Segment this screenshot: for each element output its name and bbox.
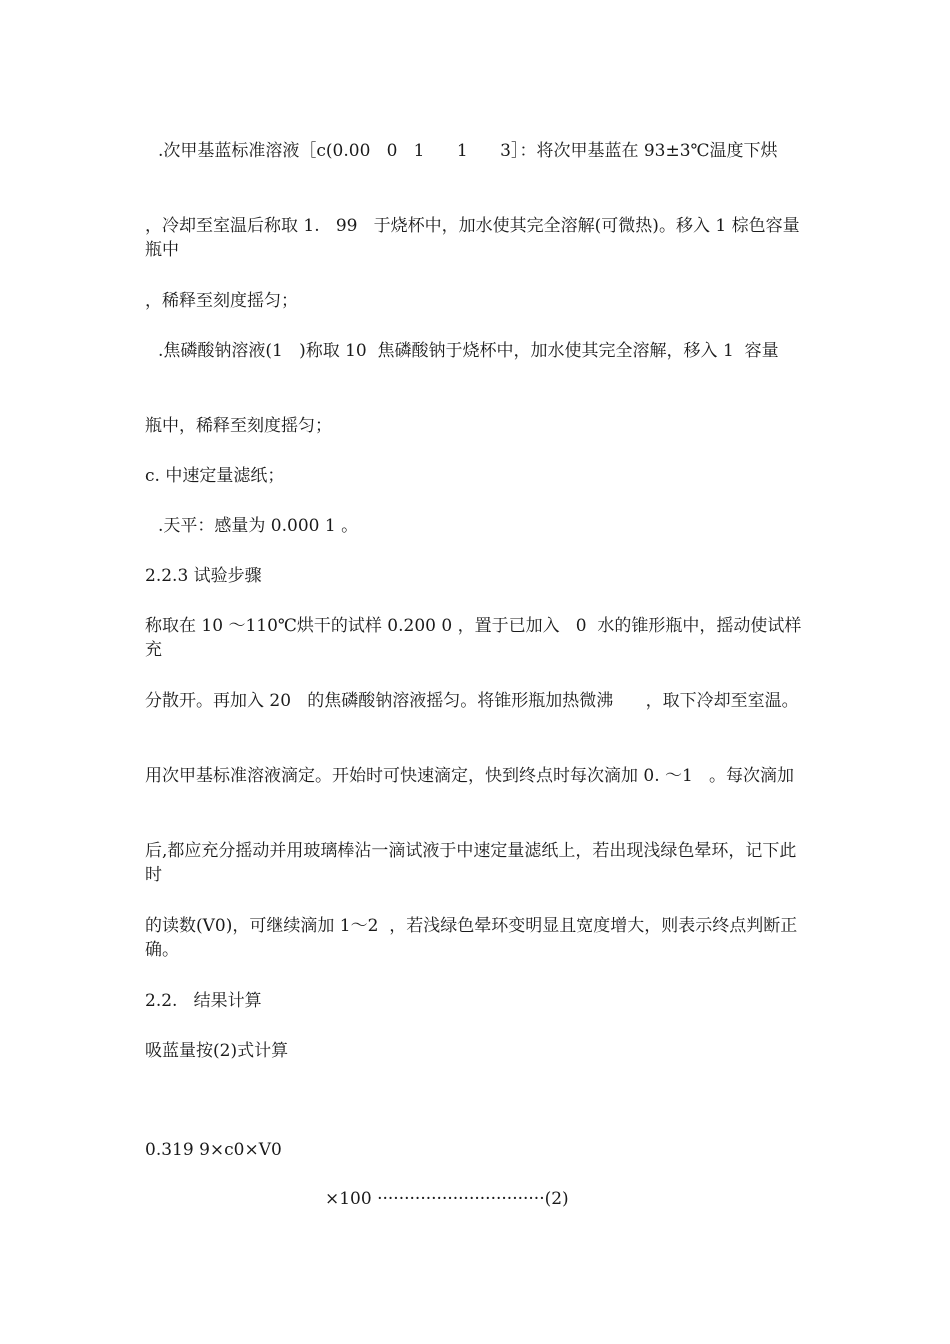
paragraph-filter-paper: c. 中速定量滤纸； bbox=[145, 466, 285, 486]
formula-multiplier-equation-number: ×100 ·······························(2) bbox=[325, 1189, 569, 1209]
paragraph-shake-check: 后,都应充分摇动并用玻璃棒沾一滴试液于中速定量滤纸上，若出现浅绿色晕环，记下此时 bbox=[145, 841, 797, 885]
paragraph-methylene-blue-standard: .次甲基蓝标准溶液［c(0.00 0 1 1 3］：将次甲基蓝在 93±3℃温度下烘 bbox=[158, 141, 778, 161]
paragraph-reading-v0: 的读数(V0)，可继续滴加 1～2 ，若浅绿色晕环变明显且宽度增大，则表示终点判断正确。 bbox=[145, 916, 798, 960]
paragraph-sodium-pyrophosphate: .焦磷酸钠溶液(1 )称取 10 焦磷酸钠于烧杯中，加水使其完全溶解，移入 1 容量 bbox=[158, 341, 779, 361]
paragraph-formula-intro: 吸蓝量按(2)式计算 bbox=[145, 1041, 289, 1061]
section-heading-procedure: 2.2.3 试验步骤 bbox=[145, 566, 262, 586]
formula-numerator: 0.319 9×c0×V0 bbox=[145, 1140, 282, 1160]
paragraph-weigh-sample: 称取在 10 ～110℃烘干的试样 0.200 0 ，置于已加入 0 水的锥形瓶中，摇动使试样充 bbox=[145, 616, 802, 660]
paragraph-flask-dilute: 瓶中，稀释至刻度摇匀； bbox=[145, 416, 332, 436]
paragraph-balance: .天平：感量为 0.000 1 。 bbox=[158, 516, 359, 536]
paragraph-dilute-shake: ，稀释至刻度摇匀； bbox=[145, 291, 298, 311]
paragraph-titrate: 用次甲基标准溶液滴定。开始时可快速滴定，快到终点时每次滴加 0. ～1 。每次滴加 bbox=[145, 766, 795, 786]
paragraph-cooling-weighing: ，冷却至室温后称取 1. 99 于烧杯中，加水使其完全溶解(可微热)。移入 1 棕色容量瓶中 bbox=[145, 216, 800, 260]
paragraph-disperse-heat: 分散开。再加入 20 的焦磷酸钠溶液摇匀。将锥形瓶加热微沸 ，取下冷却至室温。 bbox=[145, 691, 799, 711]
section-heading-calculation: 2.2. 结果计算 bbox=[145, 991, 262, 1011]
